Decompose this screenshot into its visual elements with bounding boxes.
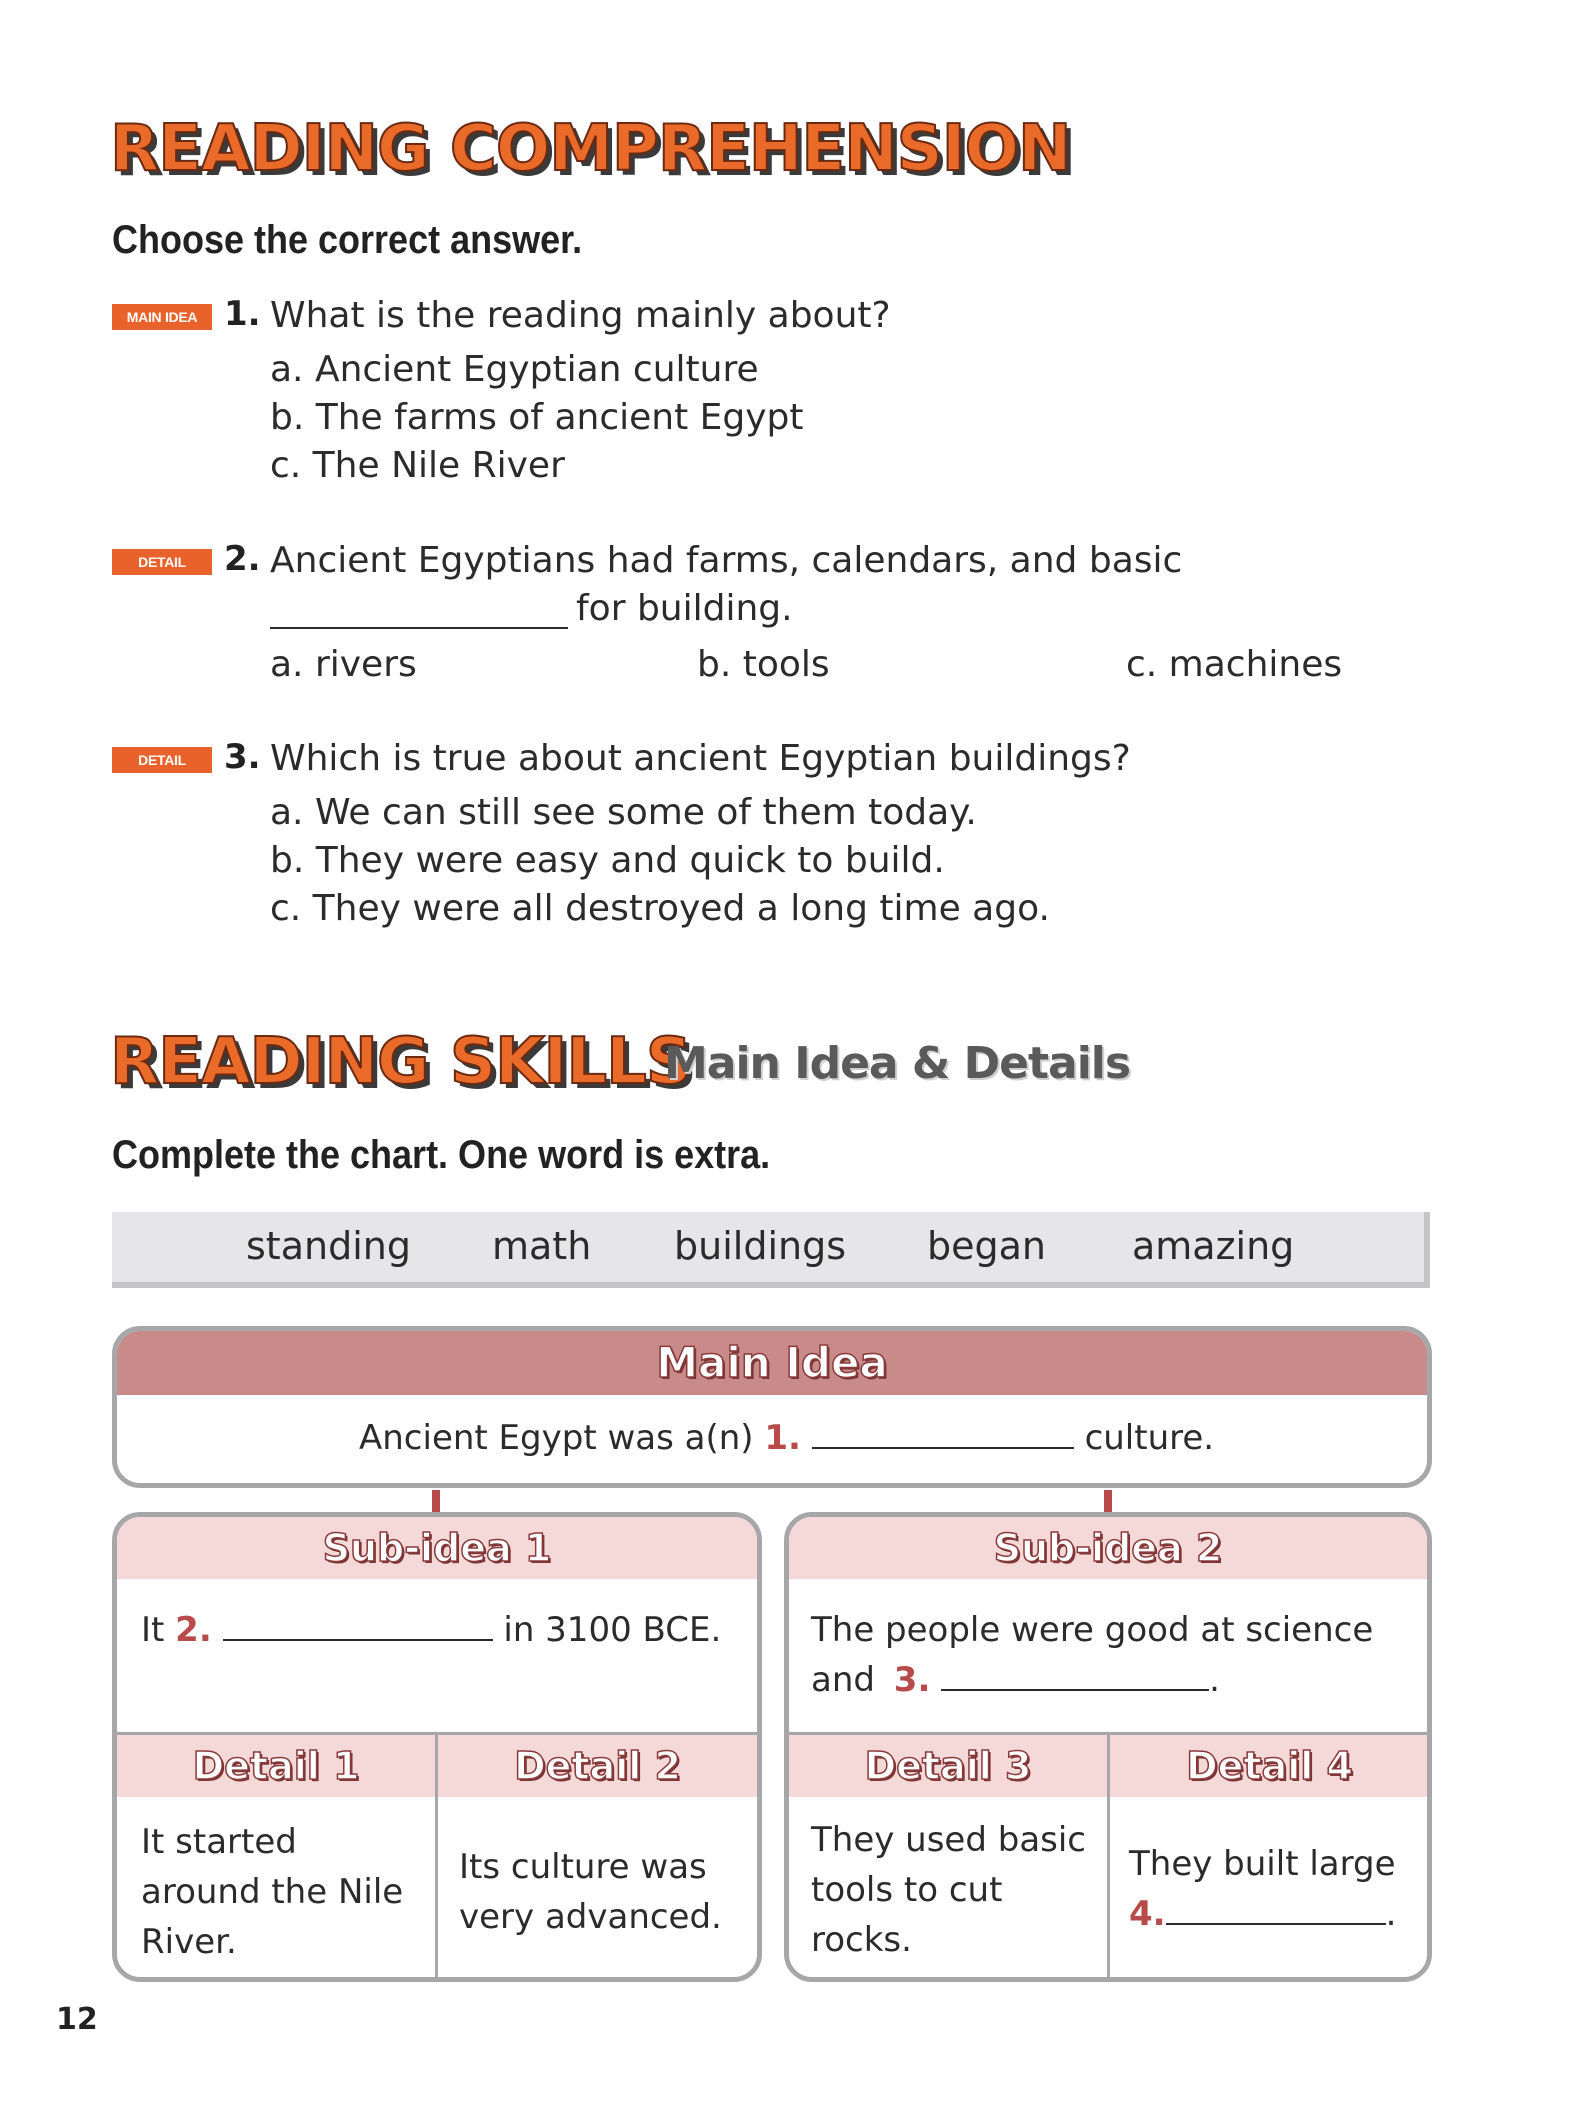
detail-3-header: Detail 3 xyxy=(864,1744,1032,1788)
blank-number-3: 3. xyxy=(893,1660,931,1700)
sub-idea-2-text xyxy=(811,1605,1373,1705)
detail-1-header: Detail 1 xyxy=(192,1744,360,1788)
question-3-option-a[interactable]: a. We can still see some of them today. xyxy=(270,792,977,833)
detail-1-line: around the Nile xyxy=(141,1872,404,1912)
question-1-option-b[interactable]: b. The farms of ancient Egypt xyxy=(270,397,804,438)
sub-idea-2-text-before: and xyxy=(811,1660,875,1700)
blank-number-4: 4. xyxy=(1129,1894,1166,1934)
blank-number-1: 1. xyxy=(764,1418,801,1458)
word-bank-item[interactable]: standing xyxy=(246,1224,411,1268)
question-2-option-c[interactable]: c. machines xyxy=(1126,644,1343,685)
detail-2-line: Its culture was xyxy=(459,1847,707,1887)
main-idea-tag: MAIN IDEA xyxy=(112,304,212,330)
detail-2-header: Detail 2 xyxy=(514,1744,681,1788)
reading-comprehension-title: READING COMPREHENSION xyxy=(110,112,1071,186)
detail-2-text xyxy=(459,1842,722,1942)
sub-idea-1-text-before: It xyxy=(141,1610,165,1650)
main-idea-blank[interactable] xyxy=(812,1446,1074,1449)
page-number: 12 xyxy=(56,2002,98,2037)
question-1-text: What is the reading mainly about? xyxy=(270,295,891,336)
detail-4-line-1: They built large xyxy=(1129,1844,1396,1884)
question-2-option-b[interactable]: b. tools xyxy=(697,644,830,685)
main-idea-text-before: Ancient Egypt was a(n) xyxy=(359,1418,754,1458)
question-2-text: Ancient Egyptians had farms, calendars, and basic xyxy=(270,540,1183,581)
sub-idea-2-box xyxy=(784,1512,1432,1982)
connector-line-2 xyxy=(1104,1490,1112,1512)
question-number-3: 3. xyxy=(224,737,261,777)
detail-4-line-2 xyxy=(1129,1889,1396,1939)
word-bank-item[interactable]: buildings xyxy=(674,1224,847,1268)
detail-tag-q3: DETAIL xyxy=(112,747,212,773)
question-1-option-a[interactable]: a. Ancient Egyptian culture xyxy=(270,349,759,390)
question-number-1: 1. xyxy=(224,294,261,334)
comprehension-instruction: Choose the correct answer. xyxy=(112,218,583,262)
detail-3-line: rocks. xyxy=(811,1920,912,1960)
sub-idea-2-period: . xyxy=(1209,1660,1220,1700)
detail-4-header: Detail 4 xyxy=(1186,1744,1353,1788)
question-3-option-b[interactable]: b. They were easy and quick to build. xyxy=(270,840,945,881)
detail-1-line: River. xyxy=(141,1922,237,1962)
sub-idea-2-header: Sub-idea 2 xyxy=(789,1517,1427,1579)
detail-4-text xyxy=(1129,1839,1396,1939)
main-idea-text xyxy=(359,1413,1214,1463)
sub-idea-1-text xyxy=(141,1605,721,1655)
word-bank-item[interactable]: amazing xyxy=(1132,1224,1295,1268)
detail-2-line: very advanced. xyxy=(459,1897,722,1937)
sub-idea-1-header: Sub-idea 1 xyxy=(117,1517,757,1579)
sub-idea-2-line-2 xyxy=(811,1655,1373,1705)
question-3-option-c[interactable]: c. They were all destroyed a long time ago. xyxy=(270,888,1050,929)
reading-skills-title: READING SKILLS xyxy=(110,1025,691,1099)
question-1-option-c[interactable]: c. The Nile River xyxy=(270,445,565,486)
sub-idea-2-blank[interactable] xyxy=(941,1688,1209,1691)
detail-tag-q2: DETAIL xyxy=(112,549,212,575)
question-2-blank[interactable] xyxy=(270,626,568,629)
question-2-option-a[interactable]: a. rivers xyxy=(270,644,417,685)
main-idea-box xyxy=(112,1326,1432,1488)
sub-idea-1-box xyxy=(112,1512,762,1982)
main-idea-header: Main Idea xyxy=(117,1331,1427,1395)
connector-line-1 xyxy=(432,1490,440,1512)
detail-3-line: They used basic xyxy=(811,1820,1087,1860)
question-number-2: 2. xyxy=(224,539,261,579)
sub-idea-1-blank[interactable] xyxy=(223,1638,493,1641)
question-3-text: Which is true about ancient Egyptian buildings? xyxy=(270,738,1131,779)
word-bank xyxy=(112,1212,1430,1288)
main-idea-text-after: culture. xyxy=(1084,1418,1215,1458)
skills-instruction: Complete the chart. One word is extra. xyxy=(112,1133,771,1177)
blank-number-2: 2. xyxy=(175,1610,212,1650)
word-bank-item[interactable]: math xyxy=(492,1224,592,1268)
detail-3-text xyxy=(811,1815,1086,1965)
reading-skills-subtitle: Main Idea & Details xyxy=(664,1038,1131,1089)
detail-3-line: tools to cut xyxy=(811,1870,1003,1910)
word-bank-item[interactable]: began xyxy=(927,1224,1046,1268)
detail-4-period: . xyxy=(1385,1894,1397,1934)
question-2-text-after-blank: for building. xyxy=(576,588,793,629)
sub-idea-1-text-after: in 3100 BCE. xyxy=(503,1610,722,1650)
detail-1-text xyxy=(141,1817,403,1967)
detail-1-line: It started xyxy=(141,1822,297,1862)
detail-4-blank[interactable] xyxy=(1166,1922,1386,1925)
sub-idea-2-line-1: The people were good at science xyxy=(811,1610,1374,1650)
